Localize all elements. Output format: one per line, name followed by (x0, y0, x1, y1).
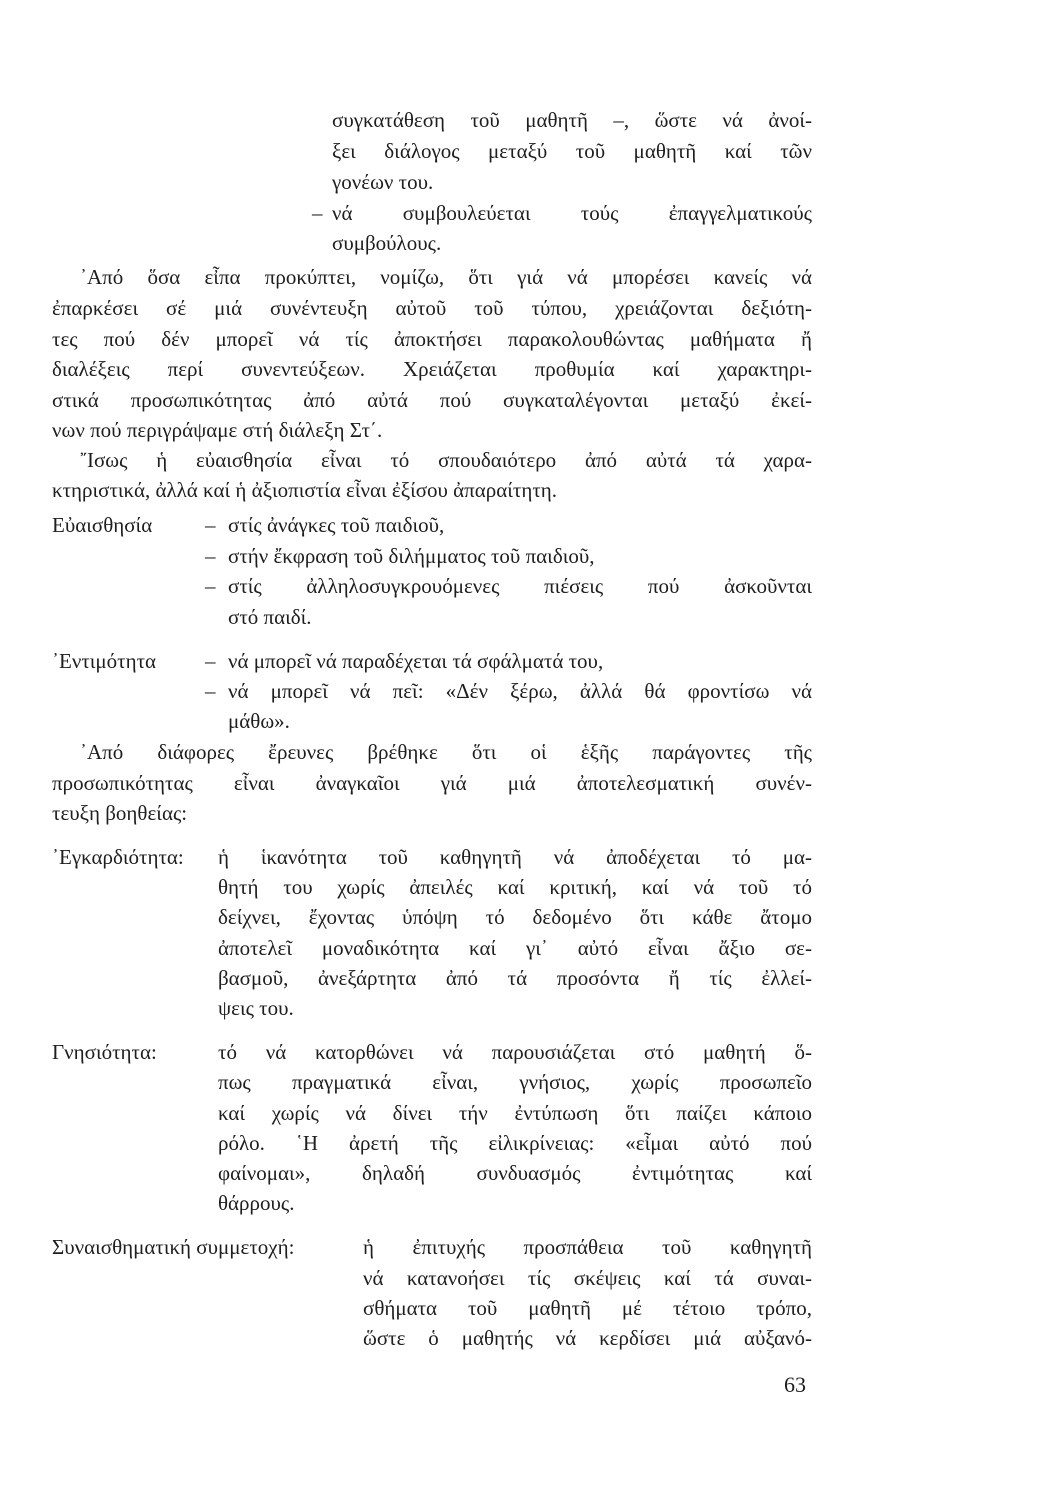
list-dash: – (205, 513, 216, 537)
definition-line: βασμοῦ, ἀνεξάρτητα ἀπό τά προσόντα ἤ τίς ἐλλεί- (218, 966, 812, 990)
paragraph-line: διαλέξεις περί συνεντεύξεων. Χρειάζεται προθυμία καί χαρακτηρι- (52, 357, 812, 381)
definition-line: τό νά κατορθώνει νά παρουσιάζεται στό μαθητή ὅ- (218, 1040, 812, 1064)
paragraph-line: στικά προσωπικότητας ἀπό αὐτά πού συγκαταλέγονται μεταξύ ἐκεί- (52, 388, 812, 412)
paragraph-line: ἐπαρκέσει σέ μιά συνέντευξη αὐτοῦ τοῦ τύπου, χρειάζονται δεξιότη- (52, 296, 812, 320)
definition-line: καί χωρίς νά δίνει τήν ἐντύπωση ὅτι παίζει κάποιο (218, 1101, 812, 1125)
term-empathy: Συναισθηματική συμμετοχή: (52, 1235, 295, 1259)
term-sensitivity: Εὐαισθησία (52, 513, 153, 537)
term-warmth: ᾿Εγκαρδιότητα: (52, 845, 184, 869)
definition-line: θάρρους. (218, 1191, 295, 1215)
list-item: στήν ἔκφραση τοῦ διλήμματος τοῦ παιδιοῦ, (228, 544, 595, 568)
definition-line: σθήματα τοῦ μαθητῆ μέ τέτοιο τρόπο, (363, 1296, 812, 1320)
list-item: νά μπορεῖ νά πεῖ: «Δέν ξέρω, ἀλλά θά φροντίσω νά (228, 679, 812, 703)
list-item: νά μπορεῖ νά παραδέχεται τά σφάλματά του, (228, 649, 604, 673)
list-item: στίς ἀλληλοσυγκρουόμενες πιέσεις πού ἀσκοῦνται (228, 574, 812, 598)
list-dash: – (205, 544, 216, 568)
definition-line: θητή του χωρίς ἀπειλές καί κριτική, καί νά τοῦ τό (218, 875, 812, 899)
text-line: γονέων του. (332, 170, 434, 194)
paragraph-line: τες πού δέν μπορεῖ νά τίς ἀποκτήσει παρακολουθώντας μαθήματα ἤ (52, 327, 812, 351)
definition-line: ἀποτελεῖ μοναδικότητα καί γι᾿ αὐτό εἶναι ἄξιο σε- (218, 936, 812, 960)
paragraph-line: κτηριστικά, ἀλλά καί ἡ ἀξιοπιστία εἶναι ἐξίσου ἀπαραίτητη. (52, 478, 558, 502)
paragraph-line: ῎Ισως ἡ εὐαισθησία εἶναι τό σπουδαιότερο ἀπό αὐτά τά χαρα- (80, 448, 812, 472)
definition-line: φαίνομαι», δηλαδή συνδυασμός ἐντιμότητας καί (218, 1161, 812, 1185)
paragraph-line: νων πού περιγράψαμε στή διάλεξη Στ΄. (52, 418, 383, 442)
definition-line: πως πραγματικά εἶναι, γνήσιος, χωρίς προσωπεῖο (218, 1070, 812, 1094)
definition-line: ἡ ἱκανότητα τοῦ καθηγητῆ νά ἀποδέχεται τό μα- (218, 845, 812, 869)
text-line: ξει διάλογος μεταξύ τοῦ μαθητῆ καί τῶν (332, 139, 812, 163)
paragraph-line: ᾿Από διάφορες ἔρευνες βρέθηκε ὅτι οἱ ἑξῆς παράγοντες τῆς (80, 740, 812, 764)
definition-line: νά κατανοήσει τίς σκέψεις καί τά συναι- (363, 1266, 812, 1290)
definition-line: ὥστε ὁ μαθητής νά κερδίσει μιά αὐξανό- (363, 1326, 812, 1350)
list-item: στό παιδί. (228, 605, 312, 629)
paragraph-line: προσωπικότητας εἶναι ἀναγκαῖοι γιά μιά ἀποτελεσματική συνέν- (52, 771, 812, 795)
definition-line: ἡ ἐπιτυχής προσπάθεια τοῦ καθηγητῆ (363, 1235, 812, 1259)
paragraph-line: ᾿Από ὅσα εἶπα προκύπτει, νομίζω, ὅτι γιά νά μπορέσει κανείς νά (80, 265, 812, 289)
definition-line: δείχνει, ἔχοντας ὑπόψη τό δεδομένο ὅτι κάθε ἄτομο (218, 905, 812, 929)
page-number: 63 (784, 1372, 806, 1397)
list-dash: – (205, 574, 216, 598)
list-dash: – (205, 679, 216, 703)
list-dash: – (312, 201, 323, 225)
text-line: συμβούλους. (332, 231, 442, 255)
list-item: στίς ἀνάγκες τοῦ παιδιοῦ, (228, 513, 445, 537)
definition-line: ρόλο. ῾Η ἀρετή τῆς εἰλικρίνειας: «εἶμαι αὐτό πού (218, 1131, 812, 1155)
term-honesty: ᾿Εντιμότητα (52, 649, 157, 673)
list-item: μάθω». (228, 709, 290, 733)
term-genuineness: Γνησιότητα: (52, 1040, 157, 1064)
definition-line: ψεις του. (218, 996, 294, 1020)
text-line: συγκατάθεση τοῦ μαθητῆ –, ὥστε νά ἀνοί- (332, 108, 812, 132)
list-dash: – (205, 649, 216, 673)
paragraph-line: τευξη βοηθείας: (52, 801, 188, 825)
text-line: νά συμβουλεύεται τούς ἐπαγγελματικούς (332, 201, 812, 225)
